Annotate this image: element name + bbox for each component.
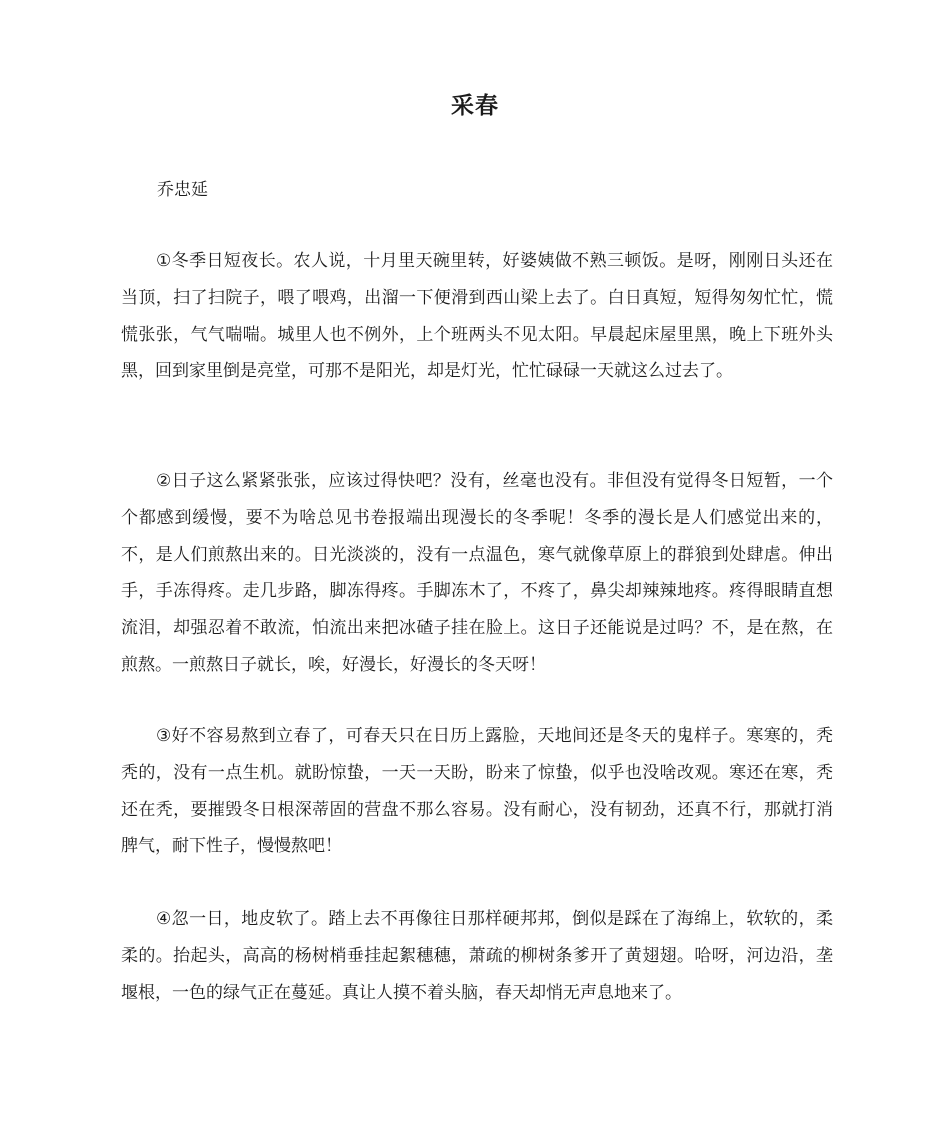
author-name: 乔忠延 [157,180,208,200]
article-title: 采春 [451,93,499,119]
paragraph-3: ③好不容易熬到立春了，可春天只在日历上露脸，天地间还是冬天的鬼样子。寒寒的，秃秃的，没有一点生机。就盼惊蛰，一天一天盼，盼来了惊蛰，似乎也没啥改观。寒还在寒，秃还在秃，要摧毁冬日根深蒂固的营盘不那么容易。没有耐心，没有韧劲，还真不行，那就打消脾气，耐下性子，慢慢熬吧！ [121,726,833,857]
paragraph-4: ④忽一日，地皮软了。踏上去不再像往日那样硬邦邦，倒似是踩在了海绵上，软软的，柔柔的。抬起头，高高的杨树梢垂挂起絮穗穗，萧疏的柳树条爹开了黄翅翅。哈呀，河边沿，垄堰根，一色的绿气正在蔓延。真让人摸不着头脑，春天却悄无声息地来了。 [121,909,833,1003]
paragraph-2: ②日子这么紧紧张张，应该过得快吧？没有，丝毫也没有。非但没有觉得冬日短暂，一个个都感到缓慢，要不为啥总见书卷报端出现漫长的冬季呢！冬季的漫长是人们感觉出来的，不，是人们煎熬出来的。日光淡淡的，没有一点温色，寒气就像草原上的群狼到处肆虐。伸出手，手冻得疼。走几步路，脚冻得疼。手脚冻木了，不疼了，鼻尖却辣辣地疼。疼得眼睛直想流泪，却强忍着不敢流，怕流出来把冰碴子挂在脸上。这日子还能说是过吗？不，是在熬，在煎熬。一煎熬日子就长，唉，好漫长，好漫长的冬天呀！ [121,471,833,675]
paragraph-1: ①冬季日短夜长。农人说，十月里天碗里转，好婆姨做不熟三顿饭。是呀，刚刚日头还在当顶，扫了扫院子，喂了喂鸡，出溜一下便滑到西山梁上去了。白日真短，短得匆匆忙忙，慌慌张张，气气喘喘。城里人也不例外，上个班两头不见太阳。早晨起床屋里黑，晚上下班外头黑，回到家里倒是亮堂，可那不是阳光，却是灯光，忙忙碌碌一天就这么过去了。 [121,251,833,382]
